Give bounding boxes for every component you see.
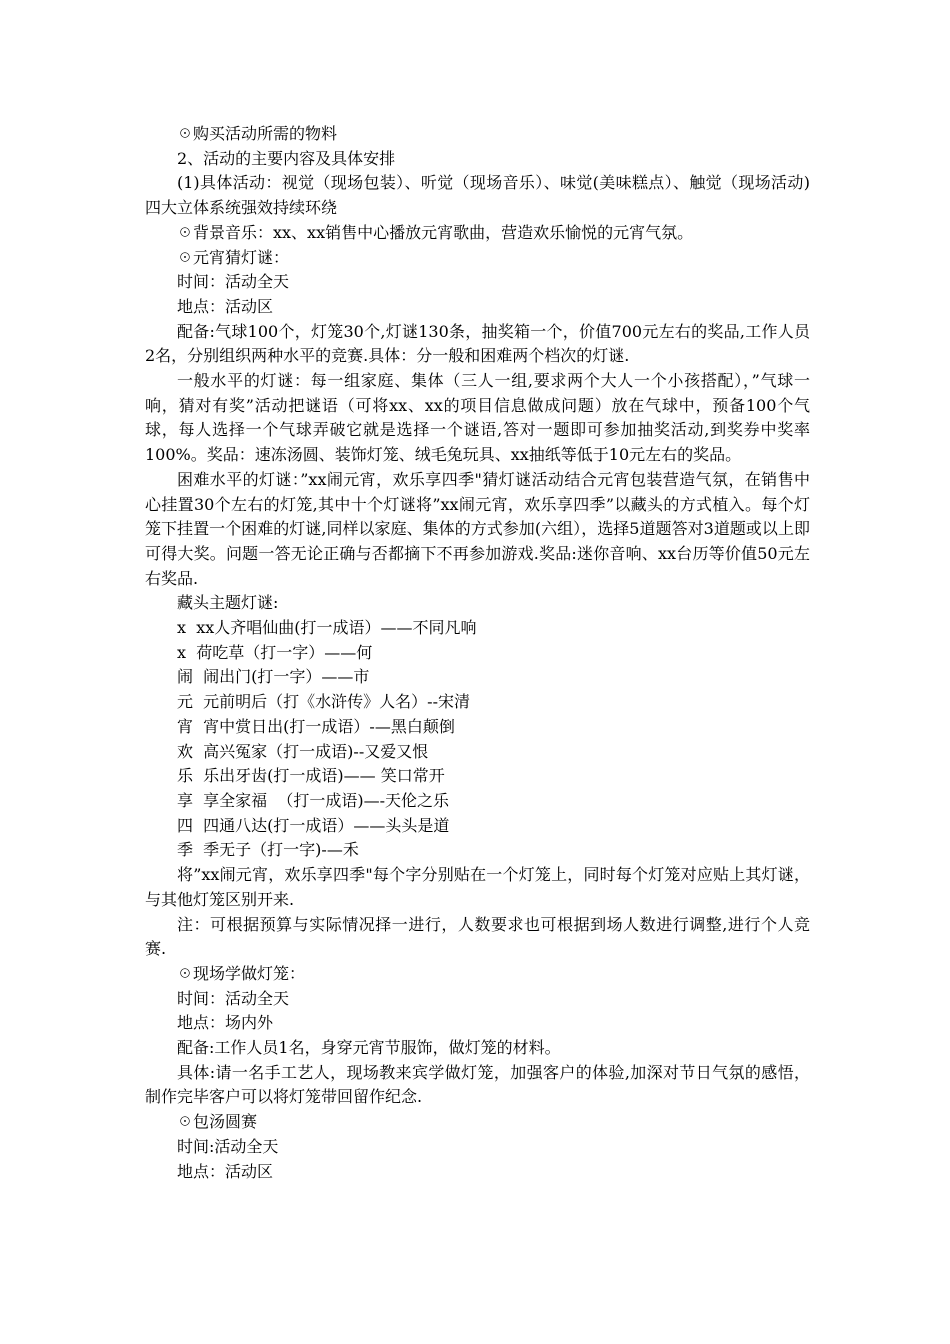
bullet-purchase-materials: ☉购买活动所需的物料: [177, 124, 338, 143]
riddle-item: 享 享全家福 （打一成语)—-天伦之乐: [177, 790, 449, 810]
riddle-item: x xx人齐唱仙曲(打一成语）——不同凡响: [177, 618, 477, 638]
riddle-item: 宵 宵中赏日出(打一成语）-—黑白颠倒: [177, 716, 455, 736]
paragraph-note: 注：可根据预算与实际情况择一进行，人数要求也可根据到场人数进行调整,进行个人竞赛.: [145, 914, 810, 959]
riddle-item: 季 季无子（打一字)-—禾: [177, 840, 359, 860]
riddle-item: 元 元前明后（打《水浒传》人名）--宋清: [177, 692, 470, 712]
riddles-location: 地点：活动区: [177, 296, 274, 316]
riddle-item: x 荷吃草（打一字）——何: [177, 642, 373, 662]
riddles-equipment: 配备:气球100个，灯笼30个,灯谜130条，抽奖箱一个，价值700元左右的奖品,工作人员2名，分别组织两种水平的竞赛.具体：分一般和困难两个档次的灯谜.: [145, 321, 810, 366]
tangyuan-time: 时间:活动全天: [177, 1136, 279, 1156]
paragraph-specific-activities: (1)具体活动：视觉（现场包装）、听觉（现场音乐）、味觉(美味糕点）、触觉（现场活动)四大立体系统强效持续环绕: [145, 173, 810, 218]
tangyuan-location: 地点：活动区: [177, 1161, 274, 1181]
riddle-item: 欢 高兴冤家（打一成语)--又爱又恨: [177, 741, 429, 761]
paragraph-hard-level: 困难水平的灯谜：”xx闹元宵，欢乐享四季"猜灯谜活动结合元宵包装营造气氛，在销售中心挂置30个左右的灯笼,其中十个灯谜将”xx闹元宵，欢乐享四季”以藏头的方式植入。每个灯笼下挂置一个困难的灯谜,同样以家庭、集体的方式参加(六组），选择5道题答对3道题或以上即可得大奖。问题一答无论正确与否都摘下不再参加游戏.奖品:迷你音响、xx台历等价值50元左右奖品.: [145, 469, 810, 588]
section-heading-main-content: 2、活动的主要内容及具体安排: [177, 148, 396, 168]
bullet-background-music: ☉背景音乐：xx、xx销售中心播放元宵歌曲，营造欢乐愉悦的元宵气氛。: [177, 222, 694, 242]
riddles-time: 时间：活动全天: [177, 272, 290, 292]
riddle-item: 闹 闹出门(打一字）——市: [177, 667, 370, 687]
bullet-lantern-making: ☉现场学做灯笼：: [177, 963, 306, 983]
lantern-making-time: 时间：活动全天: [177, 988, 290, 1008]
lantern-making-details: 具体:请一名手工艺人，现场教来宾学做灯笼，加强客户的体验,加深对节日气氛的感悟，制作完毕客户可以将灯笼带回留作纪念.: [145, 1062, 810, 1107]
paragraph-normal-level: 一般水平的灯谜：每一组家庭、集体（三人一组,要求两个大人一个小孩搭配），”气球一响，猜对有奖”活动把谜语（可将xx、xx的项目信息做成问题）放在气球中，预备100个气球，每人选择一个气球弄破它就是选择一个谜语,答对一题即可参加抽奖活动,到奖券中奖率100%。奖品：速冻汤圆、装饰灯笼、绒毛兔玩具、xx抽纸等低于10元左右的奖品。: [145, 371, 810, 465]
acrostic-riddles-heading: 藏头主题灯谜:: [177, 593, 279, 613]
riddle-item: 四 四通八达(打一成语）——头头是道: [177, 815, 450, 835]
paragraph-lantern-labels: 将”xx闹元宵，欢乐享四季"每个字分别贴在一个灯笼上，同时每个灯笼对应贴上其灯谜，与其他灯笼区别开来.: [145, 865, 810, 909]
lantern-making-equipment: 配备:工作人员1名，身穿元宵节服饰，做灯笼的材料。: [177, 1038, 561, 1058]
riddle-item: 乐 乐出牙齿(打一成语)—— 笑口常开: [177, 766, 445, 786]
bullet-tangyuan-contest: ☉包汤圆赛: [177, 1112, 258, 1132]
document-body: [145, 122, 810, 1184]
bullet-lantern-riddles: ☉元宵猜灯谜：: [177, 247, 290, 267]
lantern-making-location: 地点：场内外: [177, 1013, 274, 1033]
